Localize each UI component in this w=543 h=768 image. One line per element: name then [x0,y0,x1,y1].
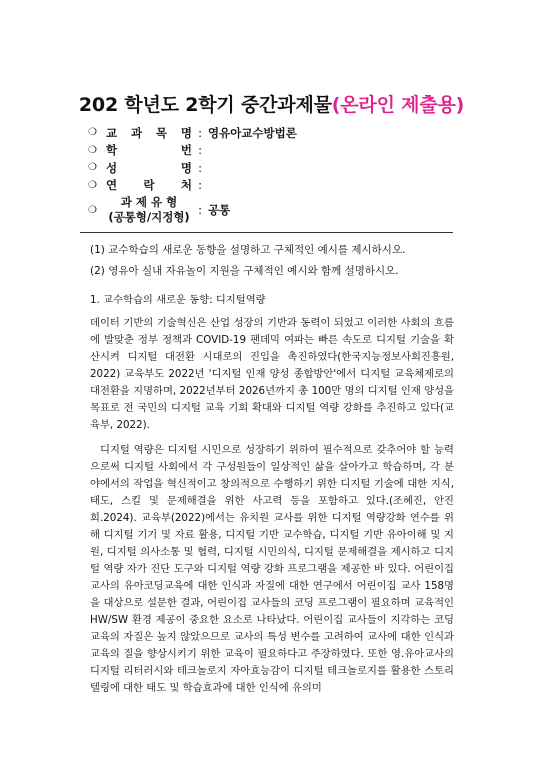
circle-bullet-icon: ❍ [88,204,97,216]
info-label-course: 교 과 목 명 [106,125,192,140]
info-label-contact: 연 락 처 [106,178,192,193]
circle-bullet-icon: ❍ [88,144,97,156]
title-main: 202 학년도 2학기 중간과제물 [78,94,332,116]
info-row-student-id [88,142,297,160]
info-colon: : [198,203,202,217]
circle-bullet-icon: ❍ [88,179,97,191]
info-label-student-id: 학 번 [106,143,192,158]
document-title [0,90,543,117]
info-row-assignment-type [88,194,297,226]
question-item: (1) 교수학습의 새로운 동향을 설명하고 구체적인 예시를 제시하시오. [90,244,406,256]
title-accent: (온라인 제출용) [331,94,465,116]
paragraph: 디지털 역량은 디지털 시민으로 성장하기 위하여 필수적으로 갖추어야 할 능력으로써 디지털 사회에서 각 구성원들이 일상적인 삶을 살아가고 학습하며, 각 분야에서의 작업을 혁신적이고 창의적으로 수행하기 위한 디지털 기술에 대한 지식, 태도, 스킬 및 문제해결을 위한 사고력 등을 포함하고 있다.(조혜진, 안진희.2024). 교육부(2022)에서는 유치원 교사를 위한 디지털 역량강화 연수를 위해 디지털 기기 및 자료 활용, 디지털 기반 교수학습, 디지털 기반 유아이해 및 지원, 디지털 의사소통 및 협력, 디지털 시민의식, 디지털 문제해결을 제시하고 디지털 역량 자가 진단 도구와 디지털 역량 강화 프로그램을 제공한 바 있다. 어린이집 교사의 유아코딩교육에 대한 인식과 자질에 대한 연구에서 어린이집 교사 158명을 대상으로 설문한 결과, 어린이집 교사들의 코딩 프로그램이 필요하며 교육적인 HW/SW 환경 제공이 중요한 요소로 나타났다. 어린이집 교사들이 지각하는 코딩 교육의 자질은 높지 않았으므로 교사의 특성 변수를 고려하여 교사에 대한 인식과 교육의 질을 향상시키기 위한 교육이 필요하다고 주장하였다. 또한 영.유아교사의 디지털 리터러시와 테크놀로지 자아효능감이 디지털 테크놀로지를 활용한 스토리텔링에 대한 태도 및 학습효과에 대한 인식에 유의미 [90,444,454,694]
divider [80,232,453,233]
info-row-course [88,124,297,142]
info-table [88,124,297,226]
paragraph: 데이터 기반의 기술혁신은 산업 성장의 기반과 동력이 되었고 이러한 사회의 흐름에 발맞춘 정부 정책과 COVID-19 팬데믹 여파는 빠른 속도로 디지털 기술을 확산시켜 디지털 대전환 시대로의 진입을 촉진하였다(한국지능정보사회진흥원, 2022) 교육부도 2022년 '디지털 인재 양성 종합방안'에서 디지털 교육체제로의 대전환을 지명하며, 2022년부터 2026년까지 총 100만 명의 디지털 인재 양성을 목표로 전 국민의 디지털 교육 기회 확대와 디지털 역량 강화를 추진하고 있다(교육부, 2022). [90,317,454,431]
answer-body [90,292,454,697]
info-value-course: 영유아교수방법론 [208,125,297,140]
info-label-name: 성 명 [106,160,192,175]
info-row-contact [88,177,297,195]
circle-bullet-icon: ❍ [88,162,97,174]
info-colon: : [198,143,202,158]
info-label-assignment-type: 과 제 유 형 (공통형/지정형) [108,195,190,224]
info-colon: : [198,178,202,193]
info-value-assignment-type: 공통 [208,203,231,217]
circle-bullet-icon: ❍ [88,127,97,139]
section-heading: 1. 교수학습의 새로운 동향: 디지털역량 [90,294,266,306]
info-colon: : [198,125,202,140]
question-item: (2) 영유아 실내 자유놀이 지원을 구체적인 예시와 함께 설명하시오. [90,265,399,277]
question-list [90,240,405,282]
info-colon: : [198,160,202,175]
info-row-name [88,159,297,177]
